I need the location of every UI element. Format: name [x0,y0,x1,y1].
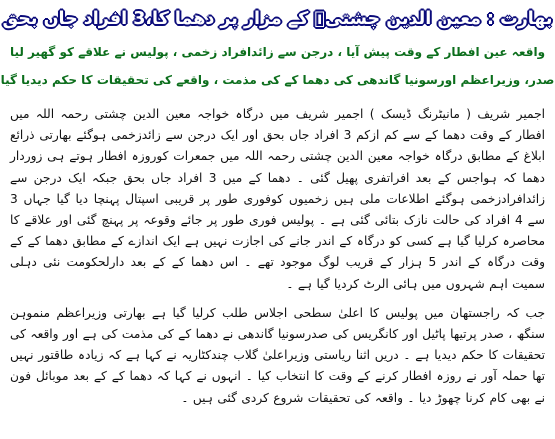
subheadline-incident: واقعہ عین افطار کے وقت پیش آیا ، درجن سے زائدافراد زخمی ، پولیس نے علاقے کو گھیر لیا [9,45,546,59]
article-paragraph: اجمیر شریف ( مانیٹرنگ ڈیسک ) اجمیر شریف میں درگاہ خواجہ معین الدین چشتی رحمہ اللہ میں افطار کے وقت دھما کے سے کم ازکم 3 افراد جاں بحق اور ایک درجن سے زائدزخمی ہوگئے بھارتی ذرائع ابلاغ کے مطابق درگاہ خواجہ معین الدین چشتی رحمہ اللہ میں جمعرات کوروزہ افطار ہوتے ہی زوردار دھما کہ ہواجس کے بعد افراتفری پھیل گئی ۔ دھما کے میں 3 افراد جاں بحق جبکہ ایک درجن سے زائدافرادزخمی ہوگئے اطلاعات ملی ہیں زخمیوں کوفوری طور پر قریبی اسپتال پہنچا دیا گیا جہاں 3 سے 4 افراد کی حالت نازک بتائی گئی ہے ۔ پولیس فوری طور پر جائے وقوعہ پر پہنچ گئی اور علاقے کا محاصرہ کرلیا گیا ہے کسی کو درگاہ کے اندر جانے کی اجازت نہیں ہے ایک اندازے کے مطابق دھما کے کے وقت درگاہ کے اندر 5 ہزار کے قریب لوگ موجود تھے ۔ اس دھما کے کے بعد دارلحکومت نئی دہلی سمیت اہم شہروں میں ہائی الرٹ کردیا گیا ہے ۔ [10,107,546,291]
article-body [10,104,545,409]
article-paragraph: جب کہ راجستھان میں پولیس کا اعلیٰ سطحی اجلاس طلب کرلیا گیا ہے بھارتی وزیراعظم منموہن سنگھ ، صدر پرتیھا پاٹیل اور کانگریس کی صدرسونیا گاندھی نے دھما کے کی مذمت کی ہے اور واقعہ کی تحقیقات کا حکم دیدیا ہے ۔ دریں اثنا ریاستی وزیراعلیٰ گلاب چندکٹاریہ نے کہا ہے کہ زیادہ طاقتور نہیں تھا حملہ آور نے روزہ افطار کرنے کے وقت کا انتخاب کیا ۔ انہوں نے کہا کہ دھما کے کے بعد موبائل فون نے بھی کام کرنا چھوڑ دیا ۔ واقعہ کی تحقیقات شروع کردی گئی ہیں ۔ [10,305,545,405]
headline: بھارت : معین الدین چشتیؒ کے مزار پر دھما کا،3 افراد جاں بحق [2,9,553,29]
subheadline-condemnation: صدر، وزیراعظم اورسونیا گاندھی کی دھما کے کی مذمت ، واقعے کی تحقیقات کا حکم دیدیا گیا [0,73,555,87]
